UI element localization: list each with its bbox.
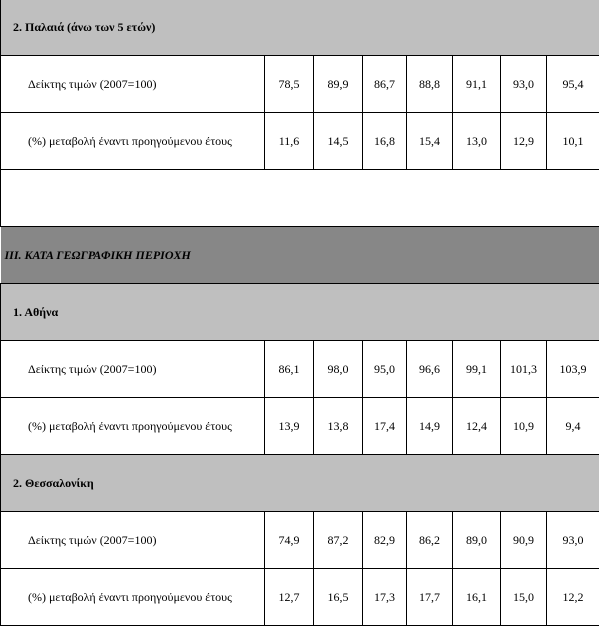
table-row [1,56,599,113]
table-cell: 12,2 [547,569,599,626]
table-cell: 93,0 [547,512,599,569]
table-cell: 9,4 [547,398,599,455]
table-cell: 86,2 [407,512,453,569]
table-cell: 87,2 [314,512,363,569]
table-cell: 15,4 [407,113,453,170]
table-cell: 89,9 [314,56,363,113]
blank-row [1,170,599,227]
table-cell: 78,5 [265,56,314,113]
subsection-title: 2. Θεσσαλονίκη [1,455,599,512]
row-label: (%) μεταβολή έναντι προηγούμενου έτους [1,569,265,626]
table-body [1,0,599,626]
row-label: (%) μεταβολή έναντι προηγούμενου έτους [1,113,265,170]
table-cell: 17,4 [363,398,407,455]
table-cell: 17,7 [407,569,453,626]
table-cell: 12,9 [501,113,547,170]
table-row [1,512,599,569]
table-cell: 98,0 [314,341,363,398]
table-cell: 86,7 [363,56,407,113]
table-cell: 16,5 [314,569,363,626]
row-label: Δείκτης τιμών (2007=100) [1,341,265,398]
table-cell: 10,1 [547,113,599,170]
subsection-title: 1. Αθήνα [1,284,599,341]
table-row [1,569,599,626]
row-label: Δείκτης τιμών (2007=100) [1,56,265,113]
table-cell: 74,9 [265,512,314,569]
table-row [1,398,599,455]
table-cell: 96,6 [407,341,453,398]
table-cell: 17,3 [363,569,407,626]
section-header-row [1,227,599,284]
blank-cell [1,170,599,227]
subsection-header-row [1,0,599,56]
section-title: III. ΚΑΤΑ ΓΕΩΓΡΑΦΙΚΗ ΠΕΡΙΟΧΗ [1,227,599,284]
table-cell: 95,0 [363,341,407,398]
table-cell: 101,3 [501,341,547,398]
table-cell: 15,0 [501,569,547,626]
table-cell: 13,8 [314,398,363,455]
table-cell: 14,9 [407,398,453,455]
table-cell: 93,0 [501,56,547,113]
table-cell: 88,8 [407,56,453,113]
table-cell: 11,6 [265,113,314,170]
table-cell: 103,9 [547,341,599,398]
table-cell: 90,9 [501,512,547,569]
table-cell: 14,5 [314,113,363,170]
table-cell: 13,0 [453,113,501,170]
table-cell: 13,9 [265,398,314,455]
row-label: Δείκτης τιμών (2007=100) [1,512,265,569]
table-cell: 12,7 [265,569,314,626]
table-cell: 10,9 [501,398,547,455]
table-cell: 99,1 [453,341,501,398]
table-cell: 95,4 [547,56,599,113]
table-cell: 16,1 [453,569,501,626]
table-cell: 89,0 [453,512,501,569]
table-cell: 82,9 [363,512,407,569]
row-label: (%) μεταβολή έναντι προηγούμενου έτους [1,398,265,455]
table-cell: 91,1 [453,56,501,113]
subsection-header-row [1,284,599,341]
table-cell: 12,4 [453,398,501,455]
table-row [1,113,599,170]
table-row [1,341,599,398]
subsection-title: 2. Παλαιά (άνω των 5 ετών) [1,0,599,56]
table-cell: 86,1 [265,341,314,398]
subsection-header-row [1,455,599,512]
table-cell: 16,8 [363,113,407,170]
